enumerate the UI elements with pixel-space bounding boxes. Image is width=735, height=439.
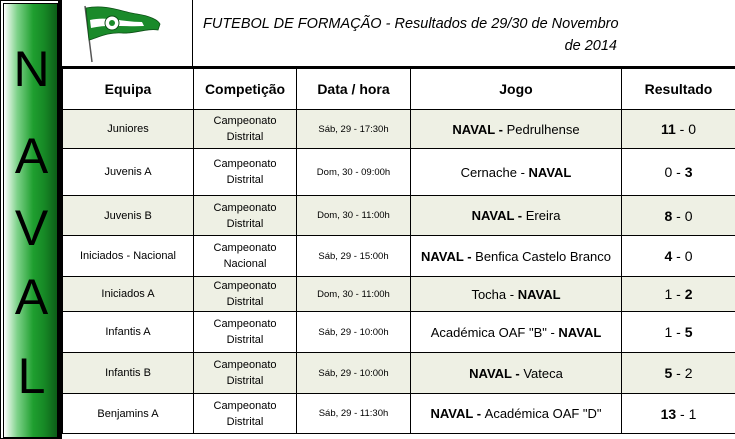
score-home: 11 <box>660 121 676 137</box>
cell-competicao <box>194 394 297 434</box>
jogo-away-team: NAVAL <box>517 286 561 302</box>
cell-equipa: Juvenis A <box>63 149 194 196</box>
score-away: 3 <box>684 164 693 180</box>
score-home: 8 <box>664 207 673 224</box>
score-away: 0 <box>684 207 693 224</box>
club-flag-icon <box>62 0 193 66</box>
score-home: 5 <box>664 365 673 381</box>
cell-competicao <box>194 312 297 353</box>
cell-data-hora: Dom, 30 - 11:00h <box>297 277 411 312</box>
table-row <box>63 353 735 394</box>
competicao-line1: Campeonato <box>213 359 277 371</box>
jogo-home-team: Cernache <box>460 164 517 180</box>
cell-equipa: Benjamins A <box>63 394 194 434</box>
cell-jogo <box>411 236 622 277</box>
jogo-away-team: Vateca <box>523 365 563 381</box>
competicao-line2: Distrital <box>226 174 264 186</box>
score-away: 1 <box>688 405 697 422</box>
side-letter-a1: A <box>14 128 49 184</box>
table-header-row <box>63 69 735 110</box>
competicao-line2: Distrital <box>226 375 264 387</box>
cell-jogo <box>411 312 622 353</box>
table-row <box>63 277 735 312</box>
jogo-away-team: Pedrulhense <box>506 121 580 137</box>
jogo-separator: - <box>546 324 559 340</box>
jogo-home-team: NAVAL <box>471 208 515 223</box>
cell-competicao <box>194 277 297 312</box>
cell-jogo <box>411 149 622 196</box>
competicao-line1: Campeonato <box>213 399 277 412</box>
competicao-line2: Nacional <box>223 258 267 270</box>
club-logo-cell <box>62 0 193 68</box>
jogo-separator: - <box>511 365 524 381</box>
score-separator: - <box>672 286 685 302</box>
cell-competicao <box>194 110 297 149</box>
header-data-hora: Data / hora <box>297 69 411 110</box>
cell-data-hora: Sáb, 29 - 10:00h <box>297 312 411 353</box>
jogo-home-team: Tocha <box>471 286 507 302</box>
page-title-line1: FUTEBOL DE FORMAÇÃO - Resultados de 29/30 de Novembro <box>203 16 619 32</box>
score-away: 0 <box>684 248 693 264</box>
score-separator: - <box>672 207 685 224</box>
cell-data-hora: Sáb, 29 - 11:30h <box>297 394 411 434</box>
cell-data-hora: Dom, 30 - 09:00h <box>297 149 411 196</box>
cell-resultado <box>622 353 735 394</box>
side-letter-a2: A <box>14 269 49 325</box>
competicao-line1: Campeonato <box>213 115 277 127</box>
score-separator: - <box>672 164 685 180</box>
side-banner-gradient <box>3 3 58 438</box>
cell-jogo <box>411 353 622 394</box>
jogo-home-team: NAVAL <box>420 248 464 264</box>
cell-resultado <box>622 149 735 196</box>
cell-data-hora: Sáb, 29 - 15:00h <box>297 236 411 277</box>
cell-jogo <box>411 110 622 149</box>
score-separator: - <box>672 324 685 340</box>
cell-resultado <box>622 312 735 353</box>
competicao-line1: Campeonato <box>213 318 277 330</box>
jogo-separator: - <box>463 248 476 264</box>
header-jogo: Jogo <box>411 69 622 110</box>
score-away: 2 <box>684 286 693 302</box>
header-resultado: Resultado <box>622 69 735 110</box>
side-banner <box>0 0 59 439</box>
cell-jogo <box>411 277 622 312</box>
score-separator: - <box>675 121 689 137</box>
table-row <box>63 312 735 353</box>
jogo-separator: - <box>516 164 529 180</box>
competicao-line1: Campeonato <box>213 242 277 254</box>
cell-equipa: Infantis A <box>63 312 194 353</box>
competicao-line1: Campeonato <box>213 280 277 292</box>
cell-data-hora: Sáb, 29 - 17:30h <box>297 110 411 149</box>
side-letter-v: V <box>14 200 49 256</box>
score-separator: - <box>672 248 685 264</box>
score-home: 1 <box>664 324 673 340</box>
cell-competicao <box>194 196 297 236</box>
side-letter-l: L <box>17 348 46 404</box>
cell-equipa: Infantis B <box>63 353 194 394</box>
table-row <box>63 394 735 434</box>
jogo-away-team: Benfica Castelo Branco <box>475 248 612 264</box>
score-away: 0 <box>688 121 697 137</box>
jogo-home-team: Académica OAF "B" <box>430 324 547 340</box>
jogo-separator: - <box>506 286 518 302</box>
cell-data-hora: Sáb, 29 - 10:00h <box>297 353 411 394</box>
side-letter-n: N <box>13 41 50 97</box>
cell-jogo <box>411 394 622 434</box>
jogo-separator: - <box>495 121 507 137</box>
table-row <box>63 196 735 236</box>
cell-resultado <box>622 110 735 149</box>
jogo-separator: - <box>514 208 526 223</box>
cell-equipa: Iniciados - Nacional <box>63 236 194 277</box>
page-title-line2: de 2014 <box>564 38 617 54</box>
cell-competicao <box>194 149 297 196</box>
competicao-line2: Distrital <box>226 131 264 143</box>
cell-data-hora: Dom, 30 - 11:00h <box>297 196 411 236</box>
cell-equipa: Iniciados A <box>63 277 194 312</box>
score-separator: - <box>672 365 685 381</box>
competicao-line2: Distrital <box>226 296 264 308</box>
score-home: 1 <box>664 286 673 302</box>
cell-jogo <box>411 196 622 236</box>
competicao-line1: Campeonato <box>213 158 277 170</box>
jogo-away-team: Académica OAF "D" <box>484 406 602 421</box>
cell-competicao <box>194 236 297 277</box>
score-home: 13 <box>660 405 677 422</box>
cell-competicao <box>194 353 297 394</box>
competicao-line2: Distrital <box>226 217 264 230</box>
table-row <box>63 149 735 196</box>
score-away: 2 <box>684 365 693 381</box>
competicao-line2: Distrital <box>226 415 264 428</box>
jogo-away-team: NAVAL <box>528 164 572 180</box>
table-row <box>63 236 735 277</box>
cell-equipa: Juniores <box>63 110 194 149</box>
table-row <box>63 110 735 149</box>
cell-equipa: Juvenis B <box>63 196 194 236</box>
cell-resultado <box>622 236 735 277</box>
cell-resultado <box>622 394 735 434</box>
cell-resultado <box>622 277 735 312</box>
jogo-home-team: NAVAL <box>469 365 512 381</box>
results-table <box>62 68 735 434</box>
jogo-home-team: NAVAL <box>452 121 496 137</box>
score-separator: - <box>676 405 689 422</box>
score-home: 4 <box>664 248 673 264</box>
competicao-line1: Campeonato <box>213 201 277 214</box>
jogo-separator: - <box>473 406 485 421</box>
jogo-away-team: Ereira <box>525 208 561 223</box>
score-home: 0 <box>664 164 673 180</box>
competicao-line2: Distrital <box>226 334 264 346</box>
header-competicao: Competição <box>194 69 297 110</box>
title-cell <box>193 0 735 68</box>
cell-resultado <box>622 196 735 236</box>
header-equipa: Equipa <box>63 69 194 110</box>
jogo-away-team: NAVAL <box>558 324 602 340</box>
jogo-home-team: NAVAL <box>430 406 474 421</box>
score-away: 5 <box>684 324 693 340</box>
